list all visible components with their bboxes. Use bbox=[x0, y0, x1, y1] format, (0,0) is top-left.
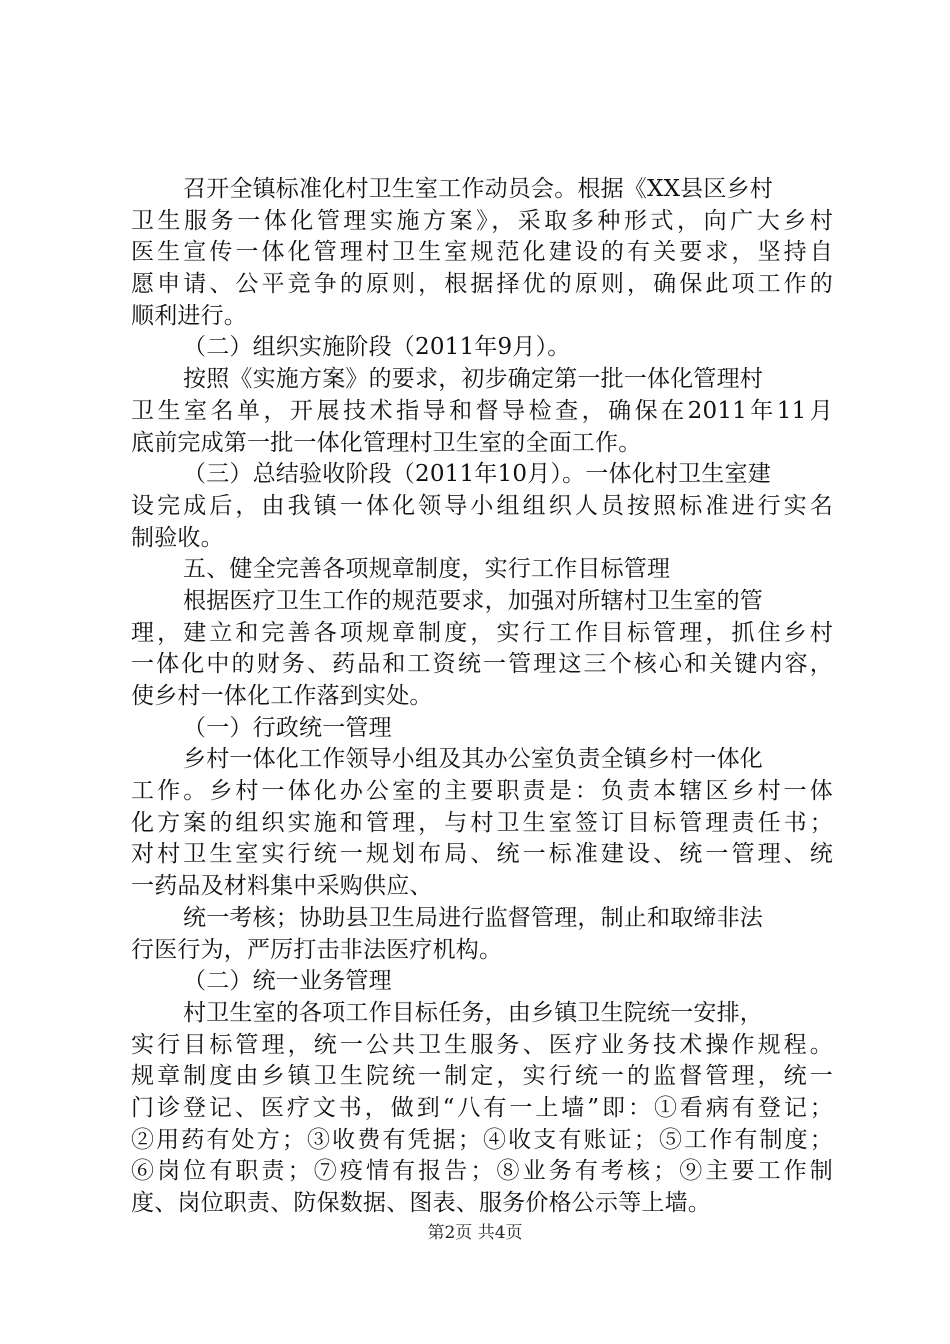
paragraph-line: 制验收。 bbox=[131, 524, 224, 551]
section-heading: （三）总结验收阶段（2011年10月）。一体化村卫生室建 bbox=[183, 461, 771, 488]
paragraph-line: 按照《实施方案》的要求，初步确定第一批一体化管理村 bbox=[183, 366, 763, 393]
paragraph-line: 村卫生室的各项工作目标任务，由乡镇卫生院统一安排， bbox=[183, 999, 763, 1026]
paragraph-line: 实行目标管理，统一公共卫生服务、医疗业务技术操作规程。 bbox=[131, 1031, 833, 1058]
paragraph-line: ②用药有处方；③收费有凭据；④收支有账证；⑤工作有制度； bbox=[131, 1126, 833, 1153]
paragraph-line: 理，建立和完善各项规章制度，实行工作目标管理，抓住乡村 bbox=[131, 619, 833, 646]
paragraph-line: 一体化中的财务、药品和工资统一管理这三个核心和关键内容， bbox=[131, 651, 833, 678]
paragraph-line: 规章制度由乡镇卫生院统一制定，实行统一的监督管理，统一 bbox=[131, 1063, 833, 1090]
paragraph-line: 卫生服务一体化管理实施方案》，采取多种形式，向广大乡村 bbox=[131, 207, 833, 234]
paragraph-line: 一药品及材料集中采购供应、 bbox=[131, 873, 433, 900]
paragraph-line: 统一考核；协助县卫生局进行监督管理，制止和取缔非法 bbox=[183, 904, 763, 931]
paragraph-line: 门诊登记、医疗文书，做到“八有一上墙”即：①看病有登记； bbox=[131, 1094, 833, 1121]
paragraph-line: 对村卫生室实行统一规划布局、统一标准建设、统一管理、统 bbox=[131, 841, 833, 868]
paragraph-line: 底前完成第一批一体化管理村卫生室的全面工作。 bbox=[131, 429, 642, 456]
section-heading: （一）行政统一管理 bbox=[183, 714, 392, 741]
page-number-footer: 第2页 共4页 bbox=[427, 1223, 523, 1243]
section-heading: （二）统一业务管理 bbox=[183, 968, 392, 995]
paragraph-line: 使乡村一体化工作落到实处。 bbox=[131, 683, 433, 709]
paragraph-line: 医生宣传一体化管理村卫生室规范化建设的有关要求，坚持自 bbox=[131, 239, 833, 266]
paragraph-line: 召开全镇标准化村卫生室工作动员会。根据《XX县区乡村 bbox=[183, 176, 773, 202]
paragraph-line: 行医行为，严厉打击非法医疗机构。 bbox=[131, 936, 503, 963]
paragraph-line: 度、岗位职责、防保数据、图表、服务价格公示等上墙。 bbox=[131, 1190, 711, 1216]
section-heading: 五、健全完善各项规章制度，实行工作目标管理 bbox=[183, 556, 671, 583]
paragraph-line: 设完成后，由我镇一体化领导小组组织人员按照标准进行实名 bbox=[131, 492, 833, 519]
paragraph-line: 根据医疗卫生工作的规范要求，加强对所辖村卫生室的管 bbox=[183, 587, 763, 614]
paragraph-line: 化方案的组织实施和管理，与村卫生室签订目标管理责任书； bbox=[131, 809, 833, 836]
section-heading: （二）组织实施阶段（2011年9月）。 bbox=[183, 334, 571, 361]
document-body bbox=[131, 174, 833, 1220]
paragraph-line: ⑥岗位有职责；⑦疫情有报告；⑧业务有考核；⑨主要工作制 bbox=[131, 1158, 833, 1185]
paragraph-line: 顺利进行。 bbox=[131, 302, 247, 329]
paragraph-line: 愿申请、公平竞争的原则，根据择优的原则，确保此项工作的 bbox=[131, 271, 833, 298]
paragraph-line: 乡村一体化工作领导小组及其办公室负责全镇乡村一体化 bbox=[183, 746, 763, 773]
paragraph-line: 卫生室名单，开展技术指导和督导检查，确保在2011年11月 bbox=[131, 397, 833, 424]
paragraph-line: 工作。乡村一体化办公室的主要职责是：负责本辖区乡村一体 bbox=[131, 778, 833, 805]
